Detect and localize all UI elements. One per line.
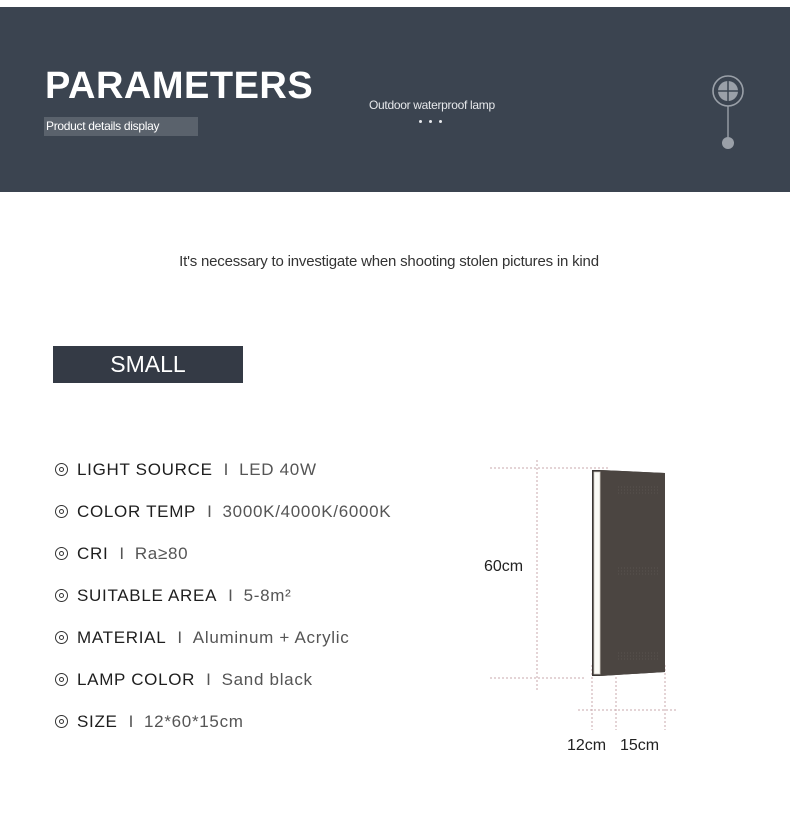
tagline: Outdoor waterproof lamp: [369, 98, 495, 112]
spec-value: Sand black: [221, 670, 313, 689]
spec-value: 3000K/4000K/6000K: [222, 502, 392, 521]
spec-value: LED 40W: [239, 460, 317, 479]
spec-color-temp: [55, 500, 391, 524]
spec-label: CRI: [77, 544, 109, 563]
lamp-pendant-icon: [710, 73, 746, 153]
circle-bullet-icon: [55, 715, 68, 728]
spec-separator: I: [177, 628, 183, 647]
spec-separator: I: [206, 670, 212, 689]
lamp-body: [592, 470, 665, 676]
spec-separator: I: [228, 586, 234, 605]
page-title: PARAMETERS: [45, 65, 314, 107]
size-tab-small: SMALL: [53, 346, 243, 383]
spec-separator: I: [207, 502, 213, 521]
spec-label: MATERIAL: [77, 628, 167, 647]
spec-size: [55, 710, 244, 734]
spec-label: LIGHT SOURCE: [77, 460, 213, 479]
spec-value: Ra≥80: [134, 544, 189, 563]
notice-text: It's necessary to investigate when shooting stolen pictures in kind: [179, 253, 599, 270]
circle-bullet-icon: [55, 463, 68, 476]
spec-lamp-color: [55, 668, 313, 692]
circle-bullet-icon: [55, 631, 68, 644]
spec-material: [55, 626, 349, 650]
spec-label: LAMP COLOR: [77, 670, 196, 689]
spec-separator: I: [223, 460, 230, 479]
spec-separator: I: [119, 544, 125, 563]
dimension-width-front: 12cm: [567, 737, 607, 754]
circle-bullet-icon: [55, 673, 68, 686]
spec-suitable-area: [55, 584, 291, 608]
spec-value: Aluminum + Acrylic: [192, 628, 350, 647]
dimension-height: 60cm: [484, 558, 524, 575]
spec-value: 12*60*15cm: [144, 712, 244, 731]
lamp-dimension-drawing: [480, 455, 690, 765]
spec-light-source: [55, 458, 317, 482]
subtitle: Product details display: [46, 119, 160, 133]
spec-cri: [55, 542, 188, 566]
spec-separator: I: [128, 712, 135, 731]
subtitle-box: [44, 117, 198, 136]
circle-bullet-icon: [55, 547, 68, 560]
spec-label: SIZE: [77, 712, 118, 731]
dimension-width-side: 15cm: [620, 737, 660, 754]
circle-bullet-icon: [55, 589, 68, 602]
circle-bullet-icon: [55, 505, 68, 518]
dots-decoration: [419, 120, 449, 125]
spec-label: COLOR TEMP: [77, 502, 197, 521]
spec-label: SUITABLE AREA: [77, 586, 218, 605]
header-banner: [0, 7, 790, 192]
spec-value: 5-8m²: [243, 586, 292, 605]
